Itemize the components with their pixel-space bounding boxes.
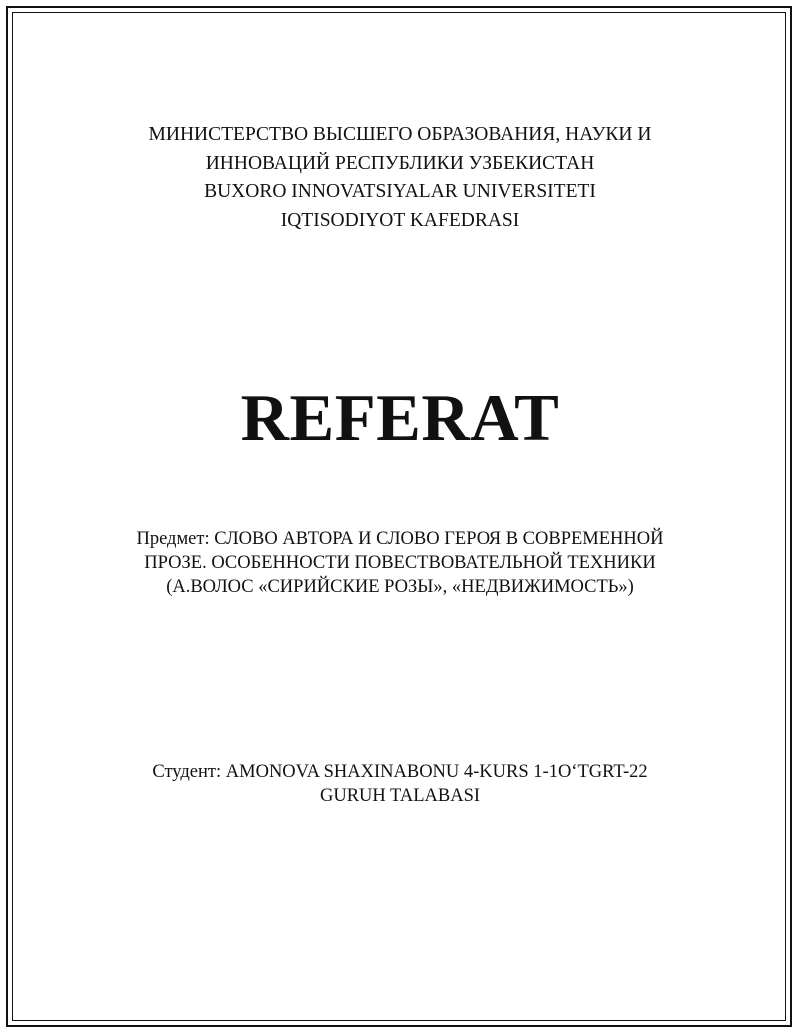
subject-line-1: Предмет: СЛОВО АВТОРА И СЛОВО ГЕРОЯ В СОВРЕМЕННОЙ	[136, 529, 664, 549]
student-block	[0, 760, 800, 808]
student-line-2: GURUH TALABASI	[319, 786, 481, 806]
header-line-ministry-2: ИННОВАЦИЙ РЕСПУБЛИКИ УЗБЕКИСТАН	[205, 152, 595, 174]
subject-line-3: (А.ВОЛОС «СИРИЙСКИЕ РОЗЫ», «НЕДВИЖИМОСТЬ»)	[166, 577, 634, 597]
header-line-university: BUXORO INNOVATSIYALAR UNIVERSITETI	[204, 181, 596, 202]
header-line-department: IQTISODIYOT KAFEDRASI	[280, 209, 520, 231]
document-title: REFERAT	[240, 381, 560, 455]
subject-line-2: ПРОЗЕ. ОСОБЕННОСТИ ПОВЕСТВОВАТЕЛЬНОЙ ТЕХНИКИ	[144, 553, 656, 573]
student-line-1: Студент: AMONOVA SHAXINABONU 4-KURS 1-1O‘TGRT-22	[152, 762, 648, 782]
institution-header	[0, 121, 800, 235]
header-line-ministry-1: МИНИСТЕРСТВО ВЫСШЕГО ОБРАЗОВАНИЯ, НАУКИ И	[148, 124, 652, 145]
subject-block	[0, 527, 800, 599]
